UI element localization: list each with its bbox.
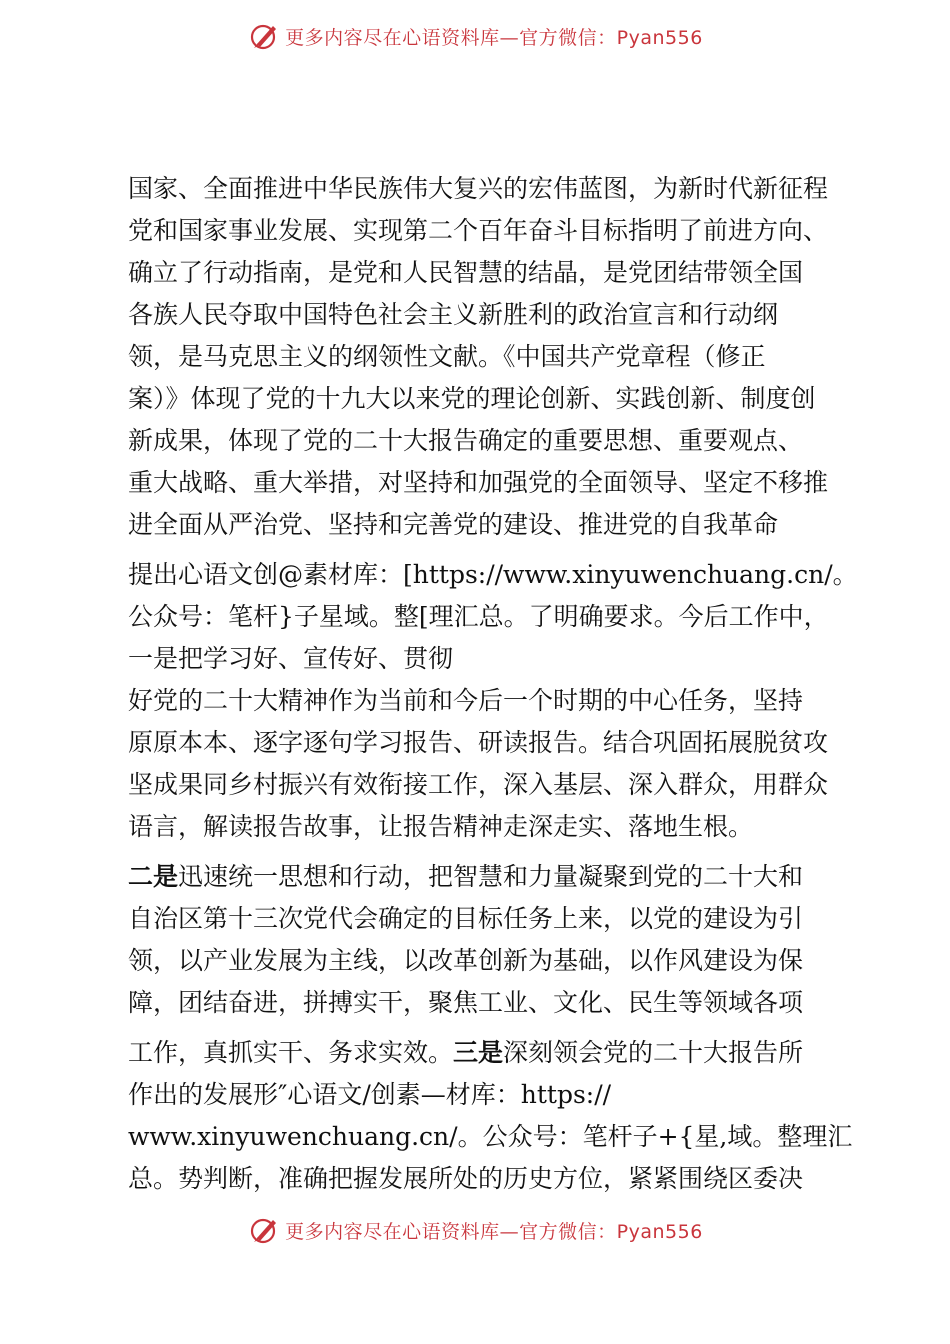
text-line: 好党的二十大精神作为当前和今后一个时期的中心任务，坚持 (128, 686, 804, 715)
text-line: 坚成果同乡村振兴有效衔接工作，深入基层、深入群众，用群众 (128, 770, 829, 799)
text-line: 案）》体现了党的十九大以来党的理论创新、实践创新、制度创 (128, 384, 816, 413)
text-line: 障，团结奋进，拼搏实干，聚焦工业、文化、民生等领域各项 (128, 988, 804, 1017)
text-line: 重大战略、重大举措，对坚持和加强党的全面领导、坚定不移推 (128, 468, 829, 497)
banner-text: 更多内容尽在心语资料库—官方微信：Pyan556 (285, 26, 703, 49)
text-line: 国家、全面推进中华民族伟大复兴的宏伟蓝图，为新时代新征程 (128, 174, 829, 203)
text-line: 原原本本、逐字逐句学习报告、研读报告。结合巩固拓展脱贫攻 (128, 728, 829, 757)
paragraph-4 (128, 856, 858, 1024)
paragraph-3 (128, 680, 858, 848)
banner-text: 更多内容尽在心语资料库—官方微信：Pyan556 (285, 1220, 703, 1243)
text-line: 领，是马克思主义的纲领性文献。《中国共产党章程（修正 (128, 342, 766, 371)
text-line: 党和国家事业发展、实现第二个百年奋斗目标指明了前进方向、 (128, 216, 829, 245)
paragraph-2 (128, 554, 858, 680)
pen-seal-icon (247, 20, 279, 52)
text-line: 自治区第十三次党代会确定的目标任务上来，以党的建设为引 (128, 904, 804, 933)
text-run: 深刻领会党的二十大报告所 (503, 1038, 804, 1067)
text-line: 新成果，体现了党的二十大报告确定的重要思想、重要观点、 (128, 426, 804, 455)
paragraph-1 (128, 168, 858, 546)
text-line (128, 1032, 858, 1074)
text-line: 提出心语文创@素材库：[https://www.xinyuwenchuang.cn/。 (128, 560, 858, 589)
banner-wechat-id: Pyan556 (616, 1220, 703, 1243)
footer-banner (0, 1210, 950, 1250)
text-line: 一是把学习好、宣传好、贯彻 (128, 644, 454, 673)
text-line: www.xinyuwenchuang.cn/。公众号：笔杆子+{星,域。整理汇 (128, 1122, 853, 1151)
text-line: 领，以产业发展为主线，以改革创新为基础，以作风建设为保 (128, 946, 804, 975)
text-line: 作出的发展形″心语文/创素—材库：https:// (128, 1080, 612, 1109)
point-marker: 三是 (453, 1038, 504, 1067)
text-line (128, 856, 858, 898)
text-run: 工作，真抓实干、务求实效。 (128, 1038, 454, 1067)
pen-seal-icon (247, 1214, 279, 1246)
text-line: 语言，解读报告故事，让报告精神走深走实、落地生根。 (128, 812, 754, 841)
text-line: 确立了行动指南，是党和人民智慧的结晶，是党团结带领全国 (128, 258, 804, 287)
text-line: 各族人民夺取中国特色社会主义新胜利的政治宣言和行动纲 (128, 300, 779, 329)
document-body (128, 168, 858, 1200)
text-line: 公众号：笔杆}子星域。整[理汇总。了明确要求。今后工作中， (128, 602, 829, 631)
text-line: 总。势判断，准确把握发展所处的历史方位，紧紧围绕区委决 (128, 1164, 804, 1193)
banner-wechat-id: Pyan556 (616, 26, 703, 49)
text-run: 迅速统一思想和行动，把智慧和力量凝聚到党的二十大和 (178, 862, 804, 891)
point-marker: 二是 (128, 862, 179, 891)
text-line: 进全面从严治党、坚持和完善党的建设、推进党的自我革命 (128, 510, 779, 539)
paragraph-5 (128, 1032, 858, 1200)
header-banner (0, 16, 950, 56)
